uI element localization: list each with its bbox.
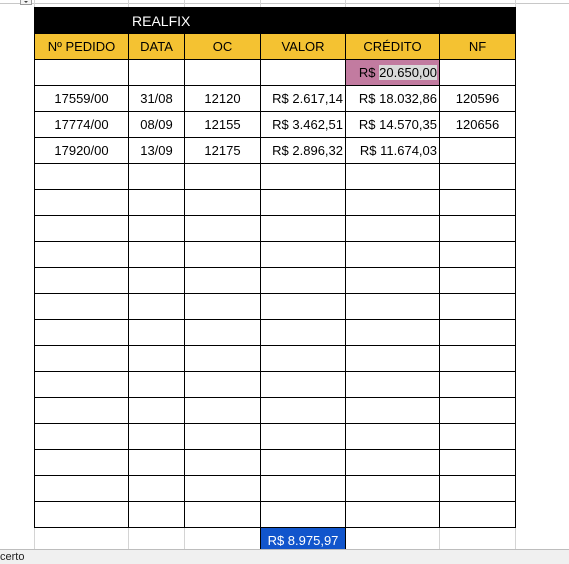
cell[interactable]: [129, 216, 185, 242]
cell[interactable]: [185, 242, 261, 268]
data-cell[interactable]: 13/09: [129, 138, 185, 164]
cell[interactable]: [129, 424, 185, 450]
total-valor-cell[interactable]: R$ 8.975,97: [261, 528, 346, 554]
table-row: [35, 138, 516, 164]
cell[interactable]: [440, 294, 516, 320]
cell[interactable]: [346, 476, 440, 502]
cell[interactable]: [261, 242, 346, 268]
nf-cell[interactable]: [440, 138, 516, 164]
data-cell[interactable]: 31/08: [129, 86, 185, 112]
nf-cell[interactable]: 120656: [440, 112, 516, 138]
cell[interactable]: [261, 190, 346, 216]
cell[interactable]: [261, 476, 346, 502]
nf-cell[interactable]: 120596: [440, 86, 516, 112]
header-valor[interactable]: VALOR: [261, 34, 346, 60]
cell[interactable]: [346, 424, 440, 450]
cell[interactable]: [35, 346, 129, 372]
header-row: [35, 34, 516, 60]
cell[interactable]: [129, 450, 185, 476]
data-cell[interactable]: 08/09: [129, 112, 185, 138]
cell[interactable]: [261, 502, 346, 528]
cell[interactable]: [35, 398, 129, 424]
cell[interactable]: [440, 190, 516, 216]
initial-credit-amount: 20.650,00: [379, 65, 437, 80]
cell[interactable]: [185, 216, 261, 242]
empty-row: [35, 190, 516, 216]
cell[interactable]: [261, 268, 346, 294]
cell[interactable]: [440, 502, 516, 528]
empty-row: [35, 372, 516, 398]
cell[interactable]: [440, 450, 516, 476]
cell[interactable]: [129, 372, 185, 398]
cell[interactable]: [346, 268, 440, 294]
empty-row: [35, 216, 516, 242]
empty-row: [35, 476, 516, 502]
title-row: [35, 8, 516, 34]
cell[interactable]: [35, 450, 129, 476]
empty-row: [35, 424, 516, 450]
cell[interactable]: [129, 346, 185, 372]
cell[interactable]: [346, 242, 440, 268]
cell[interactable]: [185, 190, 261, 216]
cell[interactable]: [440, 268, 516, 294]
cell[interactable]: [129, 60, 185, 86]
cell[interactable]: [185, 372, 261, 398]
empty-row: [35, 398, 516, 424]
empty-row: [35, 164, 516, 190]
cell[interactable]: [346, 216, 440, 242]
cell[interactable]: [346, 398, 440, 424]
cell[interactable]: [185, 398, 261, 424]
cell[interactable]: [35, 294, 129, 320]
empty-row: [35, 502, 516, 528]
filter-dropdown-icon[interactable]: [20, 0, 32, 5]
cell[interactable]: [185, 60, 261, 86]
valor-cell[interactable]: R$ 2.617,14: [261, 86, 346, 112]
cell[interactable]: [129, 476, 185, 502]
pedido-cell[interactable]: 17920/00: [35, 138, 129, 164]
cell[interactable]: [440, 60, 516, 86]
sheet-top-border: [0, 3, 569, 4]
cell[interactable]: [129, 242, 185, 268]
cell[interactable]: [440, 424, 516, 450]
pedido-cell[interactable]: 17559/00: [35, 86, 129, 112]
cell[interactable]: [185, 424, 261, 450]
initial-credit-prefix: R$: [358, 65, 380, 80]
cell[interactable]: [346, 320, 440, 346]
table-row: [35, 112, 516, 138]
table-row: [35, 86, 516, 112]
status-bar: [0, 549, 569, 564]
cell[interactable]: [129, 320, 185, 346]
cell[interactable]: [35, 8, 129, 34]
cell[interactable]: [129, 294, 185, 320]
cell[interactable]: [35, 502, 129, 528]
header-nf[interactable]: NF: [440, 34, 516, 60]
cell[interactable]: [440, 164, 516, 190]
cell[interactable]: [440, 216, 516, 242]
status-text: certo: [0, 551, 25, 563]
cell[interactable]: [185, 268, 261, 294]
initial-credit-row: [35, 60, 516, 86]
cell[interactable]: [35, 242, 129, 268]
cell[interactable]: [129, 268, 185, 294]
cell[interactable]: [346, 164, 440, 190]
cell[interactable]: [35, 372, 129, 398]
oc-cell[interactable]: 12175: [185, 138, 261, 164]
cell[interactable]: [129, 164, 185, 190]
cell[interactable]: [346, 450, 440, 476]
empty-row: [35, 450, 516, 476]
cell[interactable]: [440, 372, 516, 398]
empty-row: [35, 346, 516, 372]
header-credito[interactable]: CRÉDITO: [346, 34, 440, 60]
header-pedido[interactable]: Nº PEDIDO: [35, 34, 129, 60]
cell[interactable]: [35, 190, 129, 216]
cell[interactable]: [185, 320, 261, 346]
credito-cell[interactable]: R$ 11.674,03: [346, 138, 440, 164]
cell[interactable]: [261, 398, 346, 424]
cell[interactable]: [440, 476, 516, 502]
cell[interactable]: [185, 294, 261, 320]
cell[interactable]: [261, 346, 346, 372]
credit-table: [34, 7, 516, 554]
cell[interactable]: [35, 60, 129, 86]
cell[interactable]: [35, 216, 129, 242]
cell[interactable]: [346, 294, 440, 320]
cell[interactable]: [129, 398, 185, 424]
cell[interactable]: [261, 294, 346, 320]
cell[interactable]: [261, 450, 346, 476]
credito-cell[interactable]: R$ 14.570,35: [346, 112, 440, 138]
empty-row: [35, 320, 516, 346]
cell[interactable]: [129, 190, 185, 216]
oc-cell[interactable]: 12120: [185, 86, 261, 112]
cell[interactable]: [185, 450, 261, 476]
sheet-title[interactable]: REALFIX: [129, 8, 516, 34]
credito-cell[interactable]: R$ 18.032,86: [346, 86, 440, 112]
cell[interactable]: [35, 476, 129, 502]
empty-row: [35, 242, 516, 268]
empty-row: [35, 268, 516, 294]
cell[interactable]: [185, 502, 261, 528]
cell[interactable]: [261, 60, 346, 86]
cell[interactable]: [185, 346, 261, 372]
cell[interactable]: [261, 424, 346, 450]
valor-cell[interactable]: R$ 2.896,32: [261, 138, 346, 164]
cell[interactable]: [346, 372, 440, 398]
cell[interactable]: [35, 424, 129, 450]
cell[interactable]: [346, 190, 440, 216]
cell[interactable]: [440, 320, 516, 346]
header-data[interactable]: DATA: [129, 34, 185, 60]
oc-cell[interactable]: 12155: [185, 112, 261, 138]
cell[interactable]: [129, 502, 185, 528]
cell[interactable]: [261, 164, 346, 190]
cell[interactable]: [185, 164, 261, 190]
cell[interactable]: [261, 320, 346, 346]
pedido-cell[interactable]: 17774/00: [35, 112, 129, 138]
cell[interactable]: [35, 268, 129, 294]
cell[interactable]: [346, 502, 440, 528]
cell[interactable]: [35, 320, 129, 346]
cell[interactable]: [185, 476, 261, 502]
cell[interactable]: [440, 242, 516, 268]
header-oc[interactable]: OC: [185, 34, 261, 60]
cell[interactable]: [440, 398, 516, 424]
empty-rows: [35, 164, 516, 528]
empty-row: [35, 294, 516, 320]
initial-credit-cell[interactable]: [346, 60, 440, 86]
cell[interactable]: [440, 346, 516, 372]
cell[interactable]: [261, 216, 346, 242]
cell[interactable]: [35, 164, 129, 190]
cell[interactable]: [346, 346, 440, 372]
cell[interactable]: [261, 372, 346, 398]
valor-cell[interactable]: R$ 3.462,51: [261, 112, 346, 138]
